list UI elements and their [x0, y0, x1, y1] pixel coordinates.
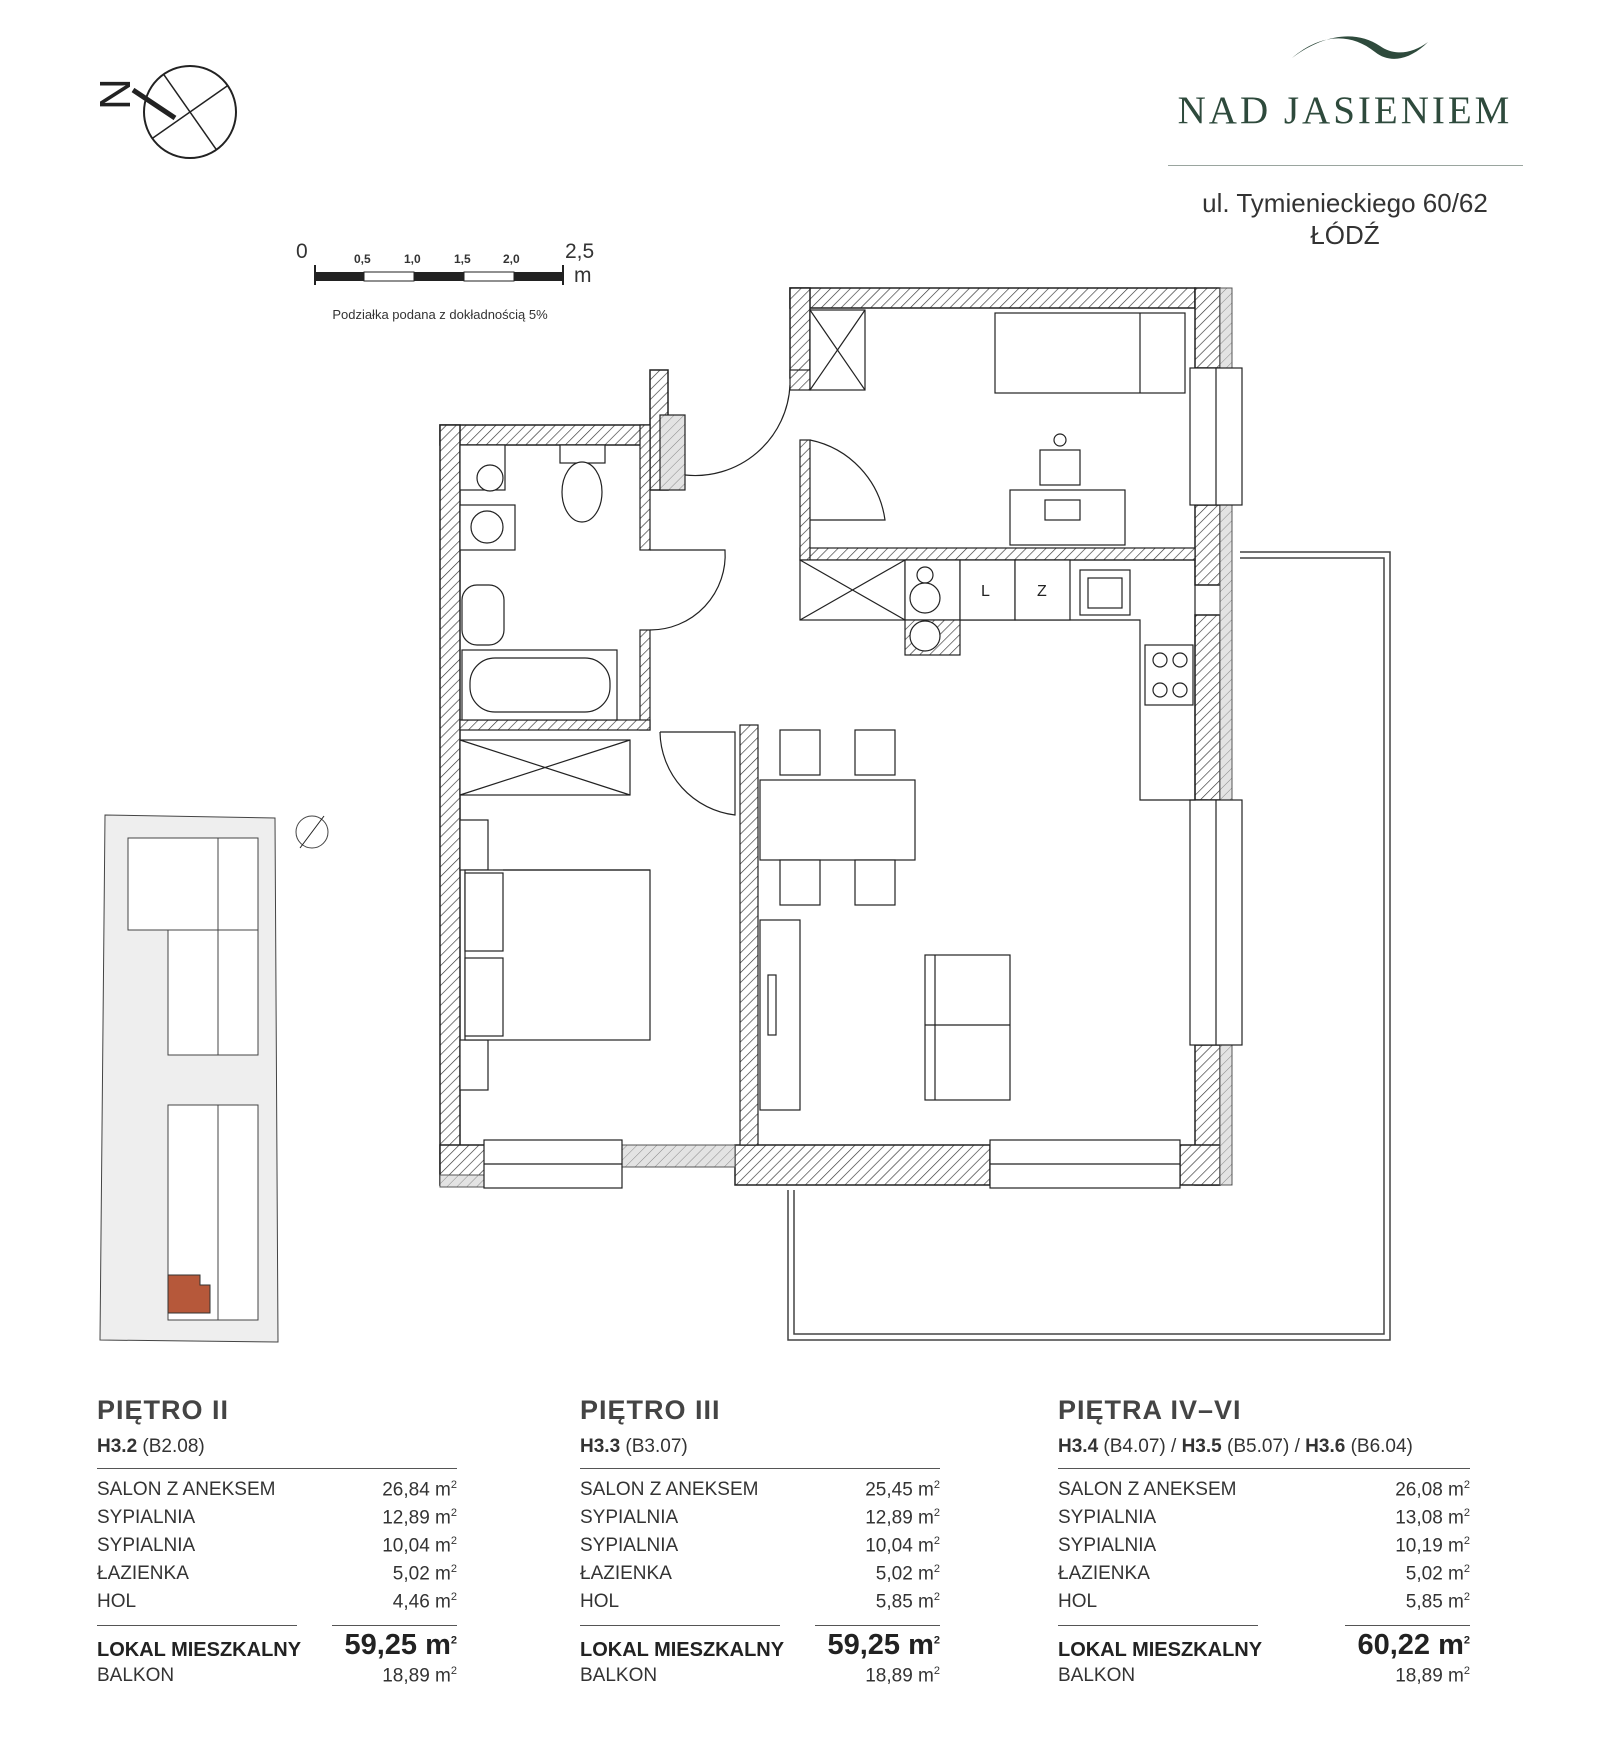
table-rule — [580, 1468, 940, 1469]
fixture-label-z: Z — [1037, 583, 1047, 600]
total-label: LOKAL MIESZKALNY — [580, 1639, 785, 1661]
room-area: 10,04 $m^2$ — [865, 1535, 940, 1557]
unit-ref: (B4.07) — [1103, 1436, 1166, 1457]
scale-start-label: 0 — [296, 240, 308, 263]
address-city: ŁÓDŹ — [1310, 220, 1380, 250]
room-area: 5,02 $m^2$ — [392, 1563, 457, 1585]
unit-code: H3.3 — [580, 1436, 621, 1457]
room-row — [97, 1531, 457, 1559]
room-area: 13,08 $m^2$ — [1395, 1507, 1470, 1529]
room-name: SYPIALNIA — [580, 1535, 679, 1556]
address-street: ul. Tymienieckiego 60/62 — [1202, 188, 1488, 218]
balcony-label: BALKON — [1058, 1665, 1136, 1686]
scale-tick-label: 1,5 — [454, 252, 471, 266]
unit-codes — [580, 1436, 940, 1458]
floor-title: PIĘTRO III — [580, 1395, 721, 1425]
room-area: 10,19 $m^2$ — [1395, 1535, 1470, 1557]
room-area: 5,85 $m^2$ — [875, 1591, 940, 1613]
room-area: 26,08 $m^2$ — [1395, 1479, 1470, 1501]
total-label: LOKAL MIESZKALNY — [97, 1639, 302, 1661]
room-row — [580, 1531, 940, 1559]
table-rule — [1058, 1468, 1470, 1469]
scale-tick-label: 2,0 — [503, 252, 520, 266]
bathroom-fixtures — [460, 445, 617, 720]
table-rule — [580, 1625, 780, 1626]
room-row — [97, 1587, 457, 1615]
room-row — [97, 1559, 457, 1587]
room-name: HOL — [1058, 1591, 1098, 1612]
total-row — [97, 1629, 457, 1661]
table-rule — [97, 1468, 457, 1469]
total-area: 59,25 $m^2$ — [827, 1629, 940, 1661]
unit-ref: (B2.08) — [142, 1436, 205, 1457]
unit-code: H3.2 — [97, 1436, 138, 1457]
room-row — [97, 1503, 457, 1531]
balcony-area: 18,89 $m^2$ — [382, 1665, 457, 1687]
total-area: 60,22 $m^2$ — [1357, 1629, 1470, 1661]
room-area: 12,89 $m^2$ — [382, 1507, 457, 1529]
table-rule — [1058, 1625, 1258, 1626]
room-row — [580, 1559, 940, 1587]
room-name: SALON Z ANEKSEM — [1058, 1479, 1237, 1500]
room-name: HOL — [97, 1591, 137, 1612]
room-row — [1058, 1503, 1470, 1531]
floor-title: PIĘTRO II — [97, 1395, 230, 1425]
bedroom-furniture-bottom — [460, 820, 650, 1090]
room-row — [1058, 1559, 1470, 1587]
room-row — [580, 1475, 940, 1503]
balcony-row — [1058, 1661, 1470, 1691]
exterior-walls — [440, 288, 1220, 1185]
fixture-label-l: L — [981, 583, 990, 600]
unit-code: H3.5 — [1181, 1436, 1222, 1457]
room-area: 4,46 $m^2$ — [392, 1591, 457, 1613]
area-table-floor-3 — [580, 1395, 940, 1691]
table-rule — [97, 1625, 297, 1626]
room-name: SYPIALNIA — [580, 1507, 679, 1528]
balcony-label: BALKON — [580, 1665, 658, 1686]
brand-name: NAD JASIENIEM — [1177, 89, 1513, 132]
floor-title: PIĘTRA IV–VI — [1058, 1395, 1242, 1425]
living-furniture — [760, 920, 1010, 1110]
room-row — [580, 1503, 940, 1531]
unit-codes: H3.4 (B4.07) / H3.5 (B5.07) / H3.6 (B6.04) — [1058, 1436, 1413, 1457]
unit-ref: (B3.07) — [625, 1436, 688, 1457]
room-name: ŁAZIENKA — [1058, 1563, 1150, 1584]
unit-ref: (B6.04) — [1350, 1436, 1413, 1457]
scale-end-label: 2,5 — [565, 240, 595, 263]
scale-unit-label: m — [574, 264, 592, 287]
scale-tick-label: 0,5 — [354, 252, 371, 266]
unit-ref: (B5.07) — [1227, 1436, 1290, 1457]
room-name: SYPIALNIA — [97, 1535, 196, 1556]
total-row — [1058, 1629, 1470, 1661]
balcony-area: 18,89 $m^2$ — [1395, 1665, 1470, 1687]
unit-codes — [97, 1436, 457, 1458]
total-area: 59,25 $m^2$ — [344, 1629, 457, 1661]
balcony-label: BALKON — [97, 1665, 175, 1686]
room-name: ŁAZIENKA — [580, 1563, 672, 1584]
room-row — [1058, 1531, 1470, 1559]
room-name: SYPIALNIA — [97, 1507, 196, 1528]
table-rule — [815, 1625, 940, 1626]
total-row — [580, 1629, 940, 1661]
area-table-floor-2 — [97, 1395, 457, 1691]
room-name: ŁAZIENKA — [97, 1563, 189, 1584]
unit-code: H3.4 — [1058, 1436, 1099, 1457]
room-row — [97, 1475, 457, 1503]
balcony-row — [97, 1661, 457, 1691]
total-label: LOKAL MIESZKALNY — [1058, 1639, 1263, 1661]
scale-tick-label: 1,0 — [404, 252, 421, 266]
kitchen — [905, 560, 1195, 800]
room-area: 10,04 $m^2$ — [382, 1535, 457, 1557]
room-row — [580, 1587, 940, 1615]
scale-note: Podziałka podana z dokładnością 5% — [332, 307, 548, 322]
balcony-row — [580, 1661, 940, 1691]
room-name: SALON Z ANEKSEM — [97, 1479, 276, 1500]
area-table-floors-4-6 — [1058, 1395, 1470, 1691]
room-name: SALON Z ANEKSEM — [580, 1479, 759, 1500]
dining-set — [760, 730, 915, 905]
site-plan-key — [100, 815, 328, 1342]
room-area: 25,45 $m^2$ — [865, 1479, 940, 1501]
room-name: HOL — [580, 1591, 620, 1612]
balcony — [788, 552, 1390, 1340]
room-area: 5,85 $m^2$ — [1405, 1591, 1470, 1613]
facade-insulation — [440, 288, 1232, 1187]
north-symbol: N — [91, 78, 140, 110]
room-area: 26,84 $m^2$ — [382, 1479, 457, 1501]
room-area: 5,02 $m^2$ — [875, 1563, 940, 1585]
room-row — [1058, 1475, 1470, 1503]
table-rule — [1345, 1625, 1470, 1626]
balcony-area: 18,89 $m^2$ — [865, 1665, 940, 1687]
bedroom-furniture-top — [995, 313, 1185, 545]
room-area: 12,89 $m^2$ — [865, 1507, 940, 1529]
room-name: SYPIALNIA — [1058, 1507, 1157, 1528]
room-row — [1058, 1587, 1470, 1615]
unit-code: H3.6 — [1305, 1436, 1346, 1457]
room-area: 5,02 $m^2$ — [1405, 1563, 1470, 1585]
table-rule — [332, 1625, 457, 1626]
room-name: SYPIALNIA — [1058, 1535, 1157, 1556]
